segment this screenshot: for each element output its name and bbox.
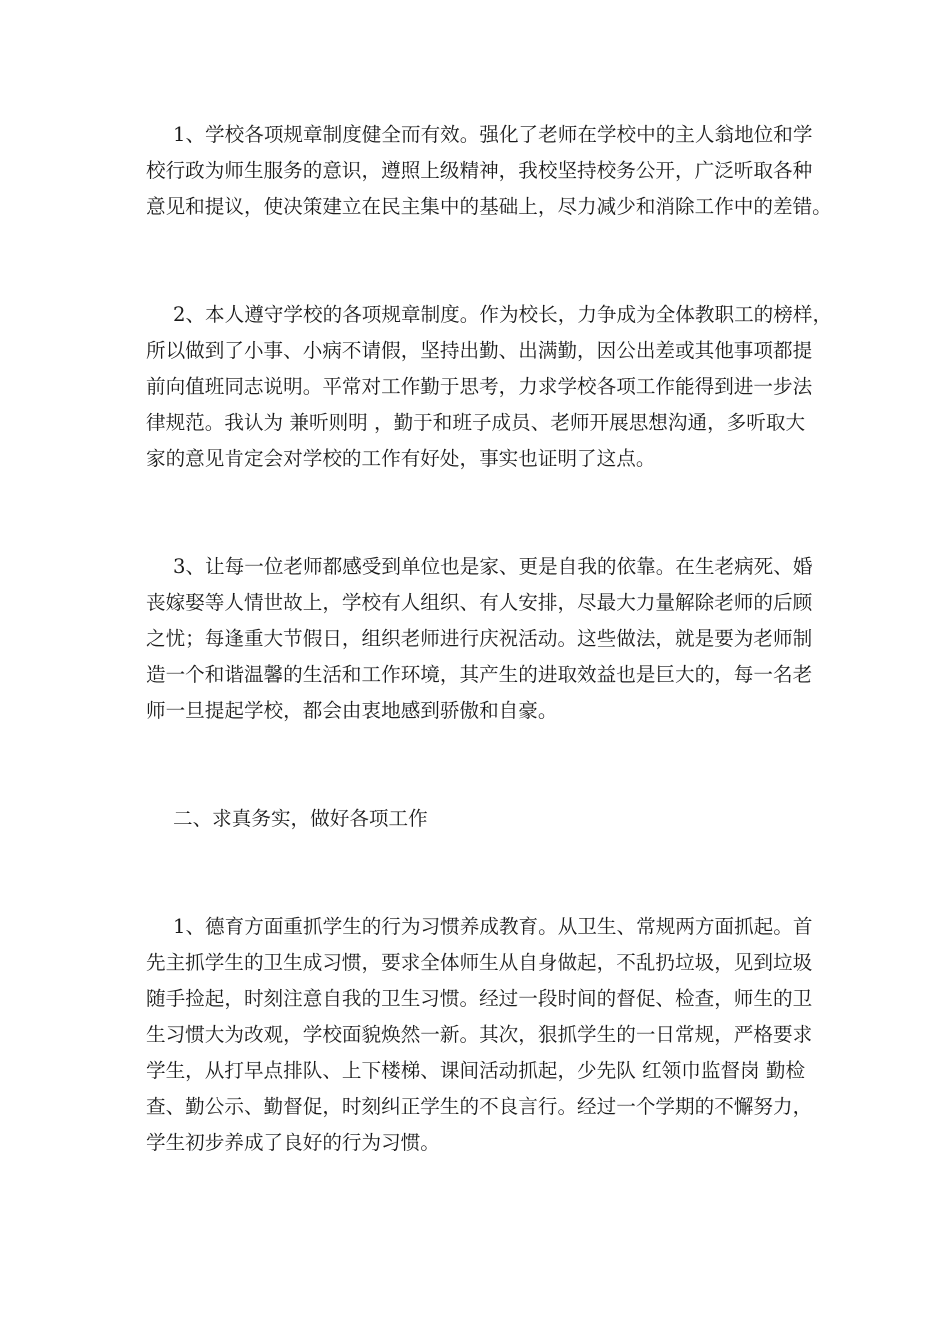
paragraph-line: 造一个和谐温馨的生活和工作环境，其产生的进取效益也是巨大的，每一名老 [146,663,813,686]
paragraph-line: 学生初步养成了良好的行为习惯。 [146,1131,440,1154]
paragraph-line: 学生，从打早点排队、上下楼梯、课间活动抓起，少先队 红领巾监督岗 勤检 [146,1059,806,1082]
paragraph-line: 意见和提议，使决策建立在民主集中的基础上，尽力减少和消除工作中的差错。 [146,195,832,218]
paragraph-line: 生习惯大为改观，学校面貌焕然一新。其次，狠抓学生的一日常规，严格要求 [146,1023,813,1046]
paragraph-line: 师一旦提起学校，都会由衷地感到骄傲和自豪。 [146,699,558,722]
paragraph-line: 1、德育方面重抓学生的行为习惯养成教育。从卫生、常规两方面抓起。首 [173,915,813,938]
paragraph-line: 丧嫁娶等人情世故上，学校有人组织、有人安排，尽最大力量解除老师的后顾 [146,591,813,614]
paragraph-moral-education [146,909,816,1161]
paragraph-line: 之忧；每逢重大节假日，组织老师进行庆祝活动。这些做法，就是要为老师制 [146,627,813,650]
paragraph-line: 先主抓学生的卫生成习惯，要求全体师生从自身做起，不乱扔垃圾，见到垃圾 [146,951,813,974]
paragraph-line: 校行政为师生服务的意识，遵照上级精神，我校坚持校务公开，广泛听取各种 [146,159,813,182]
paragraph-line: 查、勤公示、勤督促，时刻纠正学生的不良言行。经过一个学期的不懈努力， [146,1095,813,1118]
paragraph-line: 所以做到了小事、小病不请假，坚持出勤、出满勤，因公出差或其他事项都提 [146,339,813,362]
paragraph-line: 随手捡起，时刻注意自我的卫生习惯。经过一段时间的督促、检查，师生的卫 [146,987,813,1010]
paragraph-line: 3、让每一位老师都感受到单位也是家、更是自我的依靠。在生老病死、婚 [173,555,813,578]
paragraph-teacher-care [146,549,816,729]
paragraph-personal-conduct [146,297,833,477]
paragraph-line: 1、学校各项规章制度健全而有效。强化了老师在学校中的主人翁地位和学 [173,123,813,146]
paragraph-line: 前向值班同志说明。平常对工作勤于思考，力求学校各项工作能得到进一步法 [146,375,813,398]
paragraph-line: 家的意见肯定会对学校的工作有好处，事实也证明了这点。 [146,447,656,470]
section-heading [146,801,816,837]
paragraph-school-rules [146,117,832,225]
paragraph-line: 律规范。我认为 兼听则明 ，勤于和班子成员、老师开展思想沟通，多听取大 [146,411,806,434]
section-heading-text: 二、求真务实，做好各项工作 [173,807,428,830]
paragraph-line: 2、本人遵守学校的各项规章制度。作为校长，力争成为全体教职工的榜样， [173,303,833,326]
